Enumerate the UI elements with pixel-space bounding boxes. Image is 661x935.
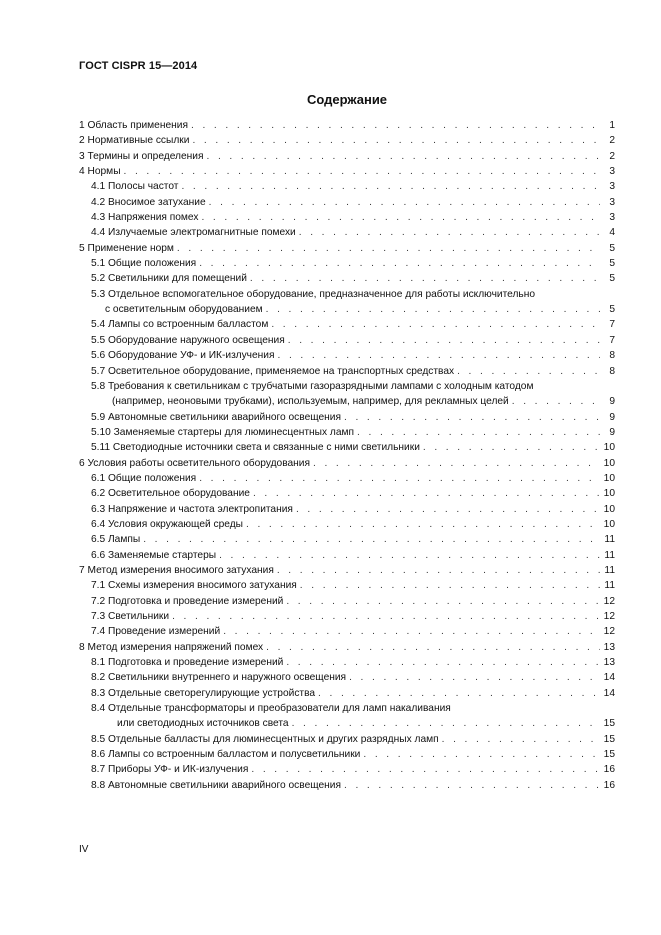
toc-entry[interactable] — [79, 256, 615, 271]
toc-entry[interactable] — [79, 379, 615, 394]
toc-entry[interactable] — [79, 271, 615, 286]
leader-dots — [271, 317, 600, 332]
leader-dots — [357, 425, 600, 440]
table-of-contents — [79, 118, 615, 793]
toc-entry[interactable] — [79, 364, 615, 379]
toc-title: Содержание — [306, 92, 388, 107]
toc-entry[interactable] — [79, 762, 615, 777]
toc-entry-label: с осветительным оборудованием — [105, 304, 263, 316]
toc-entry-page: 15 — [603, 749, 615, 761]
leader-dots — [124, 164, 600, 179]
leader-dots — [219, 548, 600, 563]
page-number: IV — [79, 844, 89, 855]
leader-dots — [512, 394, 600, 409]
toc-entry-label: 8 Метод измерения напряжений помех — [79, 641, 264, 653]
leader-dots — [206, 149, 600, 164]
leader-dots — [223, 624, 600, 639]
toc-entry-page: 10 — [603, 457, 615, 469]
toc-entry-page: 13 — [603, 641, 615, 653]
toc-entry-page: 7 — [609, 319, 615, 331]
toc-entry[interactable] — [79, 149, 615, 164]
toc-entry[interactable] — [79, 471, 615, 486]
toc-entry-continuation[interactable] — [79, 302, 615, 317]
toc-entry[interactable] — [79, 410, 615, 425]
toc-entry[interactable] — [79, 333, 615, 348]
toc-entry-label: 7.3 Светильники — [91, 611, 170, 622]
toc-entry-label: 5.6 Оборудование УФ- и ИК-излучения — [91, 350, 275, 362]
toc-entry-label: 5 Применение норм — [79, 242, 174, 254]
toc-entry[interactable] — [79, 778, 615, 793]
toc-entry-label: 6.3 Напряжение и частота электропитания — [91, 503, 293, 515]
document-id: ГОСТ CISPR 15—2014 — [79, 60, 198, 72]
toc-entry-label: 6.5 Лампы — [91, 534, 141, 546]
leader-dots — [199, 256, 600, 271]
leader-dots — [423, 440, 600, 455]
leader-dots — [143, 532, 600, 547]
toc-entry-page: 11 — [604, 564, 615, 576]
toc-entry-page: 3 — [609, 212, 615, 224]
leader-dots — [277, 563, 600, 578]
toc-entry[interactable] — [79, 225, 615, 240]
toc-entry-page: 9 — [609, 426, 615, 438]
toc-entry-label: 4 Нормы — [79, 166, 121, 178]
toc-entry-page: 16 — [603, 764, 615, 776]
leader-dots — [363, 747, 600, 762]
toc-entry[interactable] — [79, 578, 615, 593]
toc-entry-continuation[interactable] — [79, 716, 615, 731]
toc-entry-page: 2 — [609, 135, 615, 147]
leader-dots — [300, 578, 600, 593]
leader-dots — [266, 302, 600, 317]
toc-entry-label: (например, неоновыми трубками), используемым, например, для рекламных целей — [112, 396, 509, 408]
toc-entry-label: 7 Метод измерения вносимого затухания — [79, 564, 274, 576]
leader-dots — [246, 517, 600, 532]
toc-entry-page: 16 — [603, 779, 615, 791]
toc-entry[interactable] — [79, 164, 615, 179]
toc-entry-page: 10 — [603, 488, 615, 500]
toc-entry-label: 5.7 Осветительное оборудование, применяемое на транспортных средствах — [91, 365, 455, 377]
toc-entry-page: 11 — [604, 580, 615, 592]
toc-entry[interactable] — [79, 440, 615, 455]
toc-entry-page: 13 — [603, 657, 615, 669]
leader-dots — [199, 471, 600, 486]
toc-entry-label: 8.7 Приборы УФ- и ИК-излучения — [91, 764, 249, 776]
toc-entry[interactable] — [79, 670, 615, 685]
toc-entry-label: 1 Область применения — [79, 120, 188, 131]
toc-entry-label: 7.1 Схемы измерения вносимого затухания — [91, 580, 297, 592]
toc-entry-label: 5.8 Требования к светильникам с трубчатыми газоразрядными лампами с холодным катодом — [91, 380, 534, 392]
toc-entry-label: 5.5 Оборудование наружного освещения — [91, 334, 285, 346]
toc-entry[interactable] — [79, 486, 615, 501]
toc-entry-page: 15 — [603, 733, 615, 745]
toc-entry[interactable] — [79, 548, 615, 563]
toc-entry[interactable] — [79, 179, 615, 194]
toc-entry-page: 5 — [609, 273, 615, 285]
leader-dots — [299, 225, 600, 240]
toc-entry[interactable] — [79, 594, 615, 609]
leader-dots — [349, 670, 600, 685]
toc-entry-page: 7 — [609, 334, 615, 346]
toc-entry-page: 12 — [603, 611, 615, 622]
leader-dots — [209, 195, 600, 210]
leader-dots — [292, 716, 600, 731]
toc-entry[interactable] — [79, 640, 615, 655]
toc-entry[interactable] — [79, 456, 615, 471]
leader-dots — [181, 179, 600, 194]
leader-dots — [266, 640, 600, 655]
toc-entry-page: 14 — [603, 672, 615, 684]
leader-dots — [286, 655, 600, 670]
toc-entry-label: 4.3 Напряжения помех — [91, 212, 199, 224]
toc-entry-label: 5.2 Светильники для помещений — [91, 273, 247, 285]
toc-entry-label: или светодиодных источников света — [117, 718, 289, 730]
leader-dots — [177, 241, 600, 256]
toc-entry[interactable] — [79, 133, 615, 148]
toc-entry-page: 10 — [603, 472, 615, 484]
toc-entry-label: 8.8 Автономные светильники аварийного освещения — [91, 779, 341, 791]
leader-dots — [277, 348, 600, 363]
toc-entry-page: 10 — [603, 442, 615, 454]
toc-entry-label: 2 Нормативные ссылки — [79, 135, 190, 147]
toc-entry-label: 8.3 Отдельные светорегулирующие устройства — [91, 687, 316, 699]
toc-entry-label: 6.4 Условия окружающей среды — [91, 518, 243, 530]
leader-dots — [344, 410, 600, 425]
toc-entry-page: 9 — [609, 411, 615, 423]
toc-entry-page: 1 — [609, 120, 615, 131]
toc-entry-label: 3 Термины и определения — [79, 150, 204, 162]
toc-entry-label: 6.1 Общие положения — [91, 472, 197, 484]
toc-entry-label: 6 Условия работы осветительного оборудования — [79, 457, 311, 469]
toc-entry-page: 5 — [609, 242, 615, 254]
toc-entry[interactable] — [79, 563, 615, 578]
toc-entry-page: 8 — [609, 365, 615, 377]
toc-entry-label: 4.4 Излучаемые электромагнитные помехи — [91, 227, 296, 239]
toc-entry-label: 5.9 Автономные светильники аварийного освещения — [91, 411, 341, 423]
toc-entry[interactable] — [79, 241, 615, 256]
toc-entry-page: 3 — [609, 181, 615, 193]
leader-dots — [192, 133, 600, 148]
leader-dots — [172, 609, 600, 624]
toc-entry[interactable] — [79, 287, 615, 302]
toc-entry-label: 4.1 Полосы частот — [91, 181, 179, 193]
leader-dots — [457, 364, 600, 379]
leader-dots — [250, 271, 600, 286]
leader-dots — [251, 762, 600, 777]
toc-entry-page: 5 — [609, 258, 615, 270]
toc-entry-label: 5.4 Лампы со встроенным балластом — [91, 319, 269, 331]
toc-entry[interactable] — [79, 747, 615, 762]
toc-entry-label: 7.2 Подготовка и проведение измерений — [91, 595, 284, 607]
toc-entry-label: 4.2 Вносимое затухание — [91, 196, 206, 208]
toc-entry-label: 5.11 Светодиодные источники света и связанные с ними светильники — [91, 442, 420, 454]
toc-entry-page: 8 — [609, 350, 615, 362]
toc-entry-label: 6.2 Осветительное оборудование — [91, 488, 250, 500]
toc-entry-page: 12 — [603, 595, 615, 607]
toc-entry-page: 3 — [609, 166, 615, 178]
leader-dots — [344, 778, 600, 793]
toc-entry-page: 4 — [609, 227, 615, 239]
leader-dots — [286, 594, 600, 609]
toc-entry-page: 10 — [603, 518, 615, 530]
toc-entry-page: 14 — [603, 687, 615, 699]
toc-entry-page: 10 — [603, 503, 615, 515]
toc-entry[interactable] — [79, 532, 615, 547]
toc-entry-page: 11 — [604, 549, 615, 561]
toc-entry[interactable] — [79, 732, 615, 747]
toc-entry[interactable] — [79, 624, 615, 639]
toc-entry[interactable] — [79, 655, 615, 670]
leader-dots — [201, 210, 600, 225]
leader-dots — [288, 333, 600, 348]
leader-dots — [296, 502, 600, 517]
leader-dots — [318, 686, 600, 701]
toc-entry[interactable] — [79, 348, 615, 363]
toc-entry-page: 2 — [609, 150, 615, 162]
toc-entry[interactable] — [79, 686, 615, 701]
toc-entry-label: 8.4 Отдельные трансформаторы и преобразователи для ламп накаливания — [91, 703, 451, 715]
leader-dots — [313, 456, 600, 471]
toc-entry[interactable] — [79, 118, 615, 133]
toc-entry[interactable] — [79, 609, 615, 624]
leader-dots — [191, 118, 600, 133]
toc-entry-label: 6.6 Заменяемые стартеры — [91, 549, 217, 561]
toc-entry-page: 15 — [603, 718, 615, 730]
toc-entry[interactable] — [79, 517, 615, 532]
toc-entry-label: 7.4 Проведение измерений — [91, 626, 221, 638]
toc-entry-label: 5.3 Отдельное вспомогательное оборудование, предназначенное для работы исключительно — [91, 288, 536, 300]
toc-entry[interactable] — [79, 502, 615, 517]
toc-entry-label: 5.1 Общие положения — [91, 258, 197, 270]
toc-entry[interactable] — [79, 195, 615, 210]
toc-entry[interactable] — [79, 210, 615, 225]
leader-dots — [442, 732, 600, 747]
toc-entry-continuation[interactable] — [79, 394, 615, 409]
leader-dots — [253, 486, 600, 501]
toc-entry-page: 5 — [609, 304, 615, 316]
toc-entry-page: 12 — [603, 626, 615, 638]
toc-entry-page: 9 — [609, 396, 615, 408]
toc-entry-page: 3 — [609, 196, 615, 208]
toc-entry[interactable] — [79, 701, 615, 716]
toc-entry[interactable] — [79, 425, 615, 440]
toc-entry-label: 8.5 Отдельные балласты для люминесцентных и других разрядных ламп — [91, 733, 439, 745]
toc-entry[interactable] — [79, 317, 615, 332]
toc-entry-label: 5.10 Заменяемые стартеры для люминесцентных ламп — [91, 426, 355, 438]
toc-entry-label: 8.1 Подготовка и проведение измерений — [91, 657, 284, 669]
toc-entry-label: 8.6 Лампы со встроенным балластом и полусветильники — [91, 749, 361, 761]
toc-entry-page: 11 — [604, 534, 615, 546]
toc-entry-label: 8.2 Светильники внутреннего и наружного освещения — [91, 672, 347, 684]
